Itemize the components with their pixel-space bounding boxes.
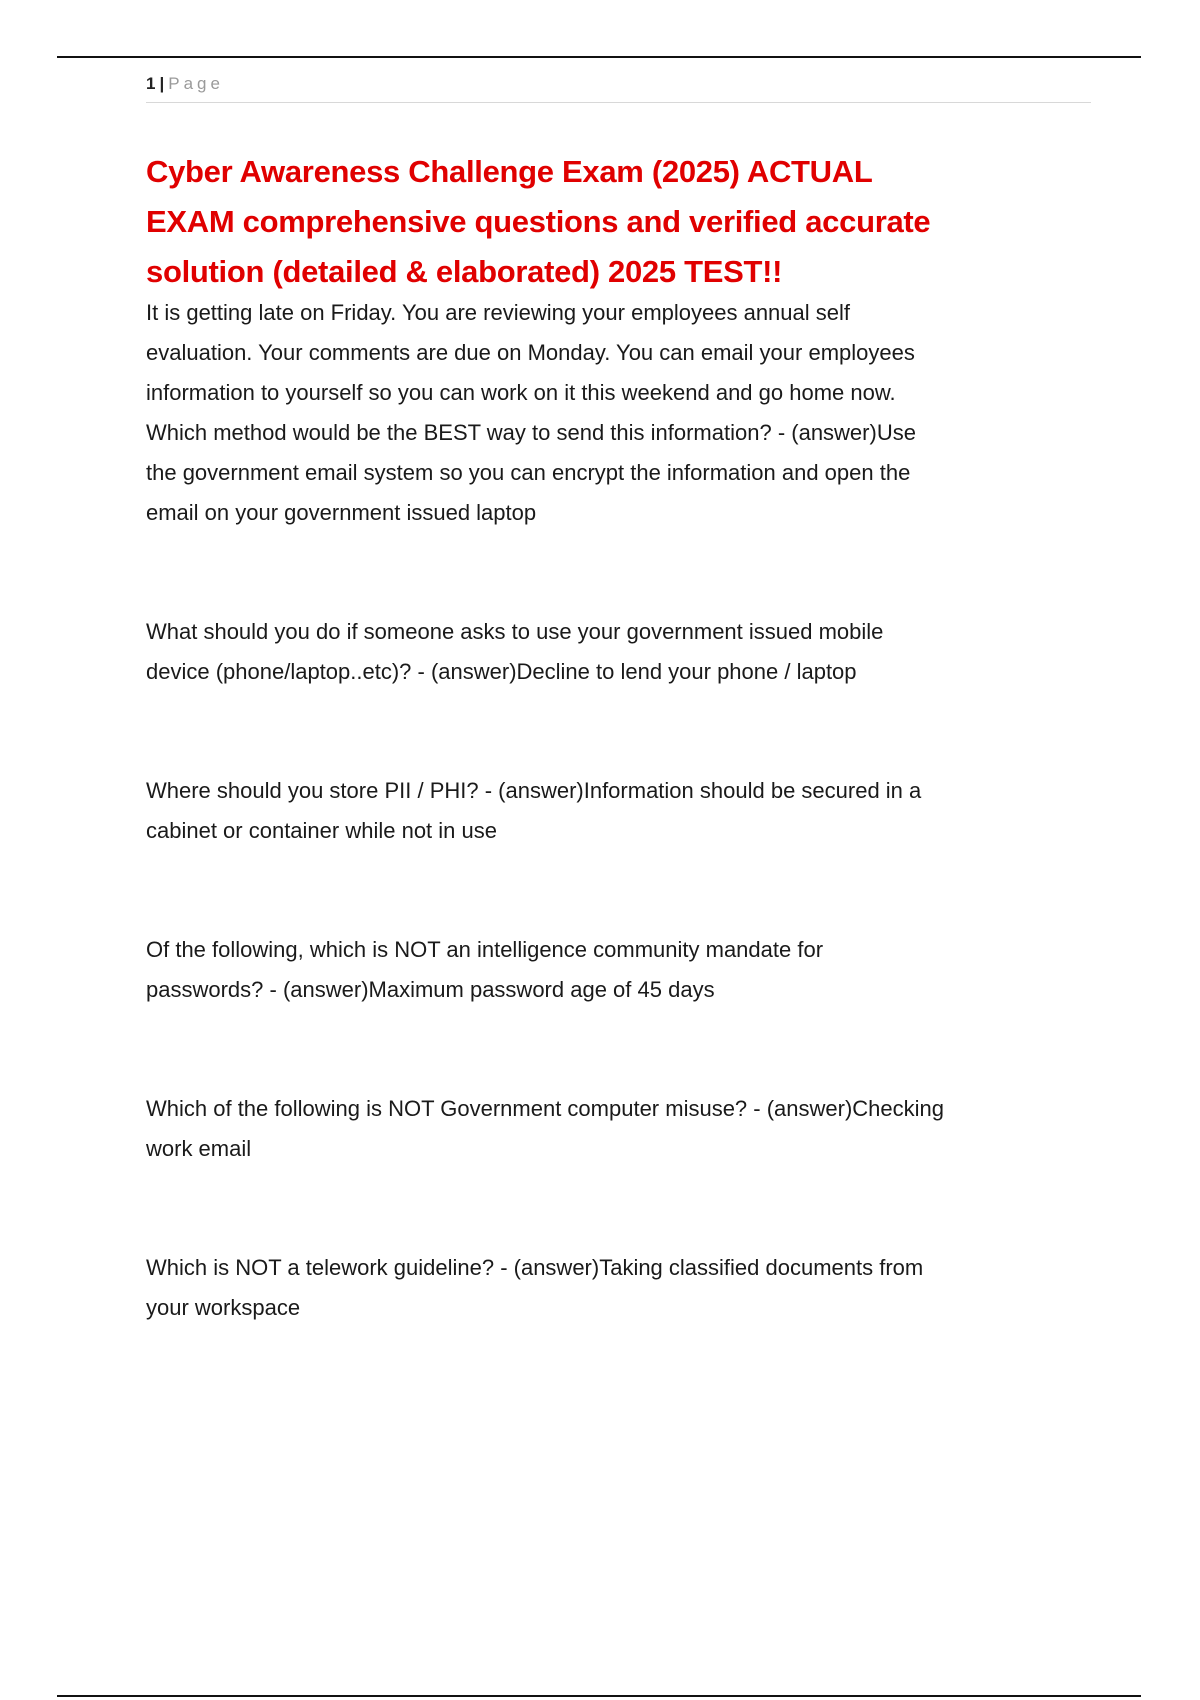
text-line: device (phone/laptop..etc)? - (answer)Decline to lend your phone / laptop (146, 659, 857, 684)
title-line: EXAM comprehensive questions and verified accurate (146, 204, 931, 239)
title-line: Cyber Awareness Challenge Exam (2025) ACTUAL (146, 154, 873, 189)
text-line: Which method would be the BEST way to send this information? - (answer)Use (146, 420, 916, 445)
text-line: It is getting late on Friday. You are reviewing your employees annual self (146, 300, 850, 325)
text-line: your workspace (146, 1295, 301, 1320)
title-line: solution (detailed & elaborated) 2025 TEST!! (146, 254, 783, 289)
question-answer (146, 293, 944, 533)
question-answer (146, 612, 944, 692)
question-answer (146, 930, 944, 1010)
header-underline (146, 102, 1091, 103)
text-line: Which is NOT a telework guideline? - (answer)Taking classified documents from (146, 1255, 924, 1280)
text-line: passwords? - (answer)Maximum password age of 45 days (146, 977, 715, 1002)
page-label: Page (168, 74, 224, 93)
page-header (146, 74, 224, 94)
text-line: What should you do if someone asks to use your government issued mobile (146, 619, 884, 644)
document-title (146, 147, 930, 297)
text-line: work email (146, 1136, 252, 1161)
text-line: cabinet or container while not in use (146, 818, 497, 843)
text-line: evaluation. Your comments are due on Monday. You can email your employees (146, 340, 915, 365)
text-line: Which of the following is NOT Government computer misuse? - (answer)Checking (146, 1096, 945, 1121)
text-line: the government email system so you can encrypt the information and open the (146, 460, 911, 485)
document-body (146, 293, 944, 1407)
text-line: email on your government issued laptop (146, 500, 537, 525)
page-top-rule (57, 56, 1141, 58)
page-bottom-rule (57, 1695, 1141, 1697)
question-answer (146, 1089, 944, 1169)
text-line: Of the following, which is NOT an intelligence community mandate for (146, 937, 824, 962)
text-line: information to yourself so you can work on it this weekend and go home now. (146, 380, 896, 405)
header-separator: | (159, 74, 165, 93)
text-line: Where should you store PII / PHI? - (answer)Information should be secured in a (146, 778, 922, 803)
question-answer (146, 1248, 944, 1328)
question-answer (146, 771, 944, 851)
page-number: 1 (146, 74, 156, 93)
